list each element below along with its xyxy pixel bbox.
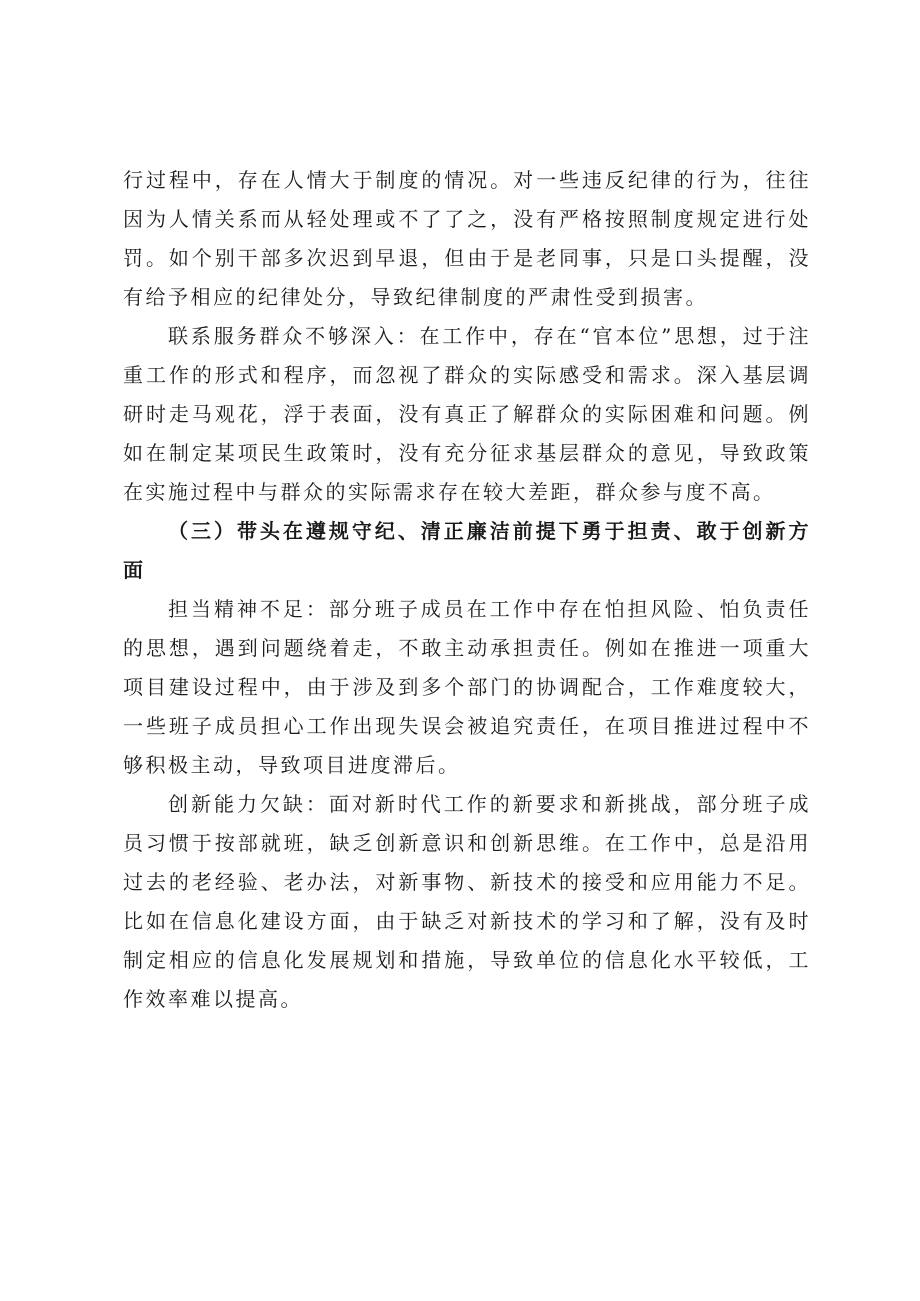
paragraph-continuation: 行过程中，存在人情大于制度的情况。对一些违反纪律的行为，往往因为人情关系而从轻处理或不了了之，没有严格按照制度规定进行处罚。如个别干部多次迟到早退，但由于是老同事，只是口头提醒，没有给予相应的纪律处分，导致纪律制度的严肃性受到损害。 [123, 168, 811, 309]
document-body [123, 161, 811, 1019]
section-heading-three: （三）带头在遵规守纪、清正廉洁前提下勇于担责、敢于创新方面 [123, 519, 811, 582]
paragraph-innovation: 创新能力欠缺：面对新时代工作的新要求和新挑战，部分班子成员习惯于按部就班，缺乏创新意识和创新思维。在工作中，总是沿用过去的老经验、老办法，对新事物、新技术的接受和应用能力不足。比如在信息化建设方面，由于缺乏对新技术的学习和了解，没有及时制定相应的信息化发展规划和措施，导致单位的信息化水平较低，工作效率难以提高。 [123, 792, 811, 1011]
paragraph-mass-service: 联系服务群众不够深入：在工作中，存在“官本位”思想，过于注重工作的形式和程序，而忽视了群众的实际感受和需求。深入基层调研时走马观花，浮于表面，没有真正了解群众的实际困难和问题。例如在制定某项民生政策时，没有充分征求基层群众的意见，导致政策在实施过程中与群众的实际需求存在较大差距，群众参与度不高。 [123, 324, 811, 504]
paragraph-responsibility: 担当精神不足：部分班子成员在工作中存在怕担风险、怕负责任的思想，遇到问题绕着走，不敢主动承担责任。例如在推进一项重大项目建设过程中，由于涉及到多个部门的协调配合，工作难度较大，一些班子成员担心工作出现失误会被追究责任，在项目推进过程中不够积极主动，导致项目进度滞后。 [123, 597, 811, 777]
